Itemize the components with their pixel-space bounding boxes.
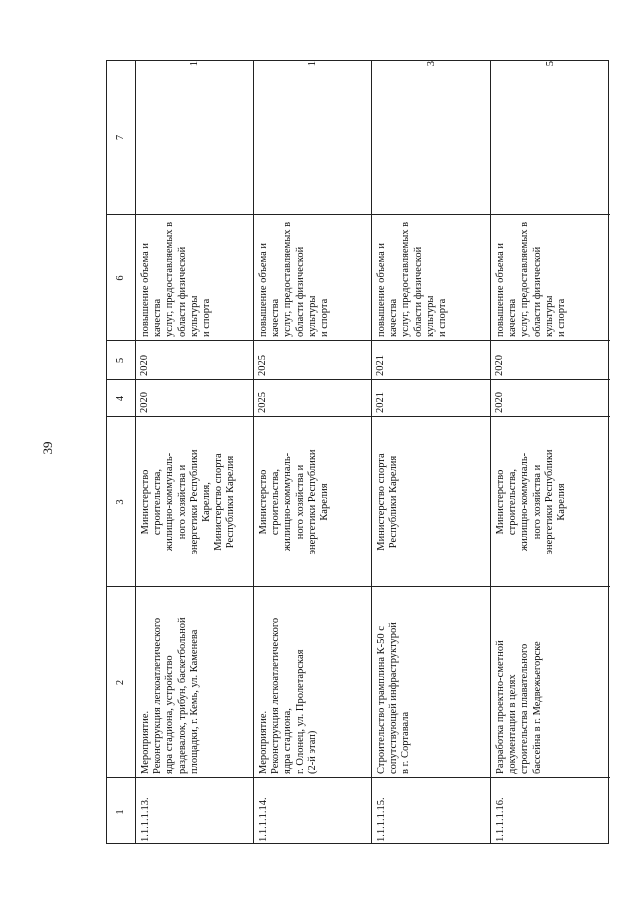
row-code: 1.1.1.1.16. [495,797,506,842]
table-header-row [107,61,135,843]
row-end-year: 2025 [257,355,268,376]
table-cell [372,777,490,845]
table-cell [136,777,253,845]
table-cell [136,586,253,777]
table-cell [491,586,610,777]
row-responsible: Министерство строительства, жилищно-коммуналь- ного хозяйства и энергетики Республики Карелия [258,449,331,555]
table-cell [254,340,371,379]
table-cell [136,61,253,214]
header-cell [107,777,135,845]
header-cell [107,416,135,586]
table-cell [136,214,253,340]
table-cell [491,214,610,340]
table-cell [254,777,371,845]
header-cell [107,379,135,416]
row-result: повышение объема и качества услуг, предоставляемых в области физической культуры и спорта [495,221,568,337]
header-cell [107,586,135,777]
table-cell [136,379,253,416]
row-end-year: 2021 [375,355,386,376]
table-cell [254,379,371,416]
table-cell [372,214,490,340]
table-cell [254,214,371,340]
table-cell [372,586,490,777]
table-cell [254,61,371,214]
table-cell [254,586,371,777]
table-cell [372,416,490,586]
row-start-year: 2021 [375,392,386,413]
row-name: Разработка проектно-сметной документации в целях строительства плавательного бассейна в г. Медвежьегорске [495,640,543,774]
row-value: 1 [189,61,200,67]
column-number-3: 3 [115,499,126,505]
row-name: Мероприятие. Реконструкция легкоатлетического ядра стадиона, г. Олонец, ул. Пролетарская (2-й этап) [258,617,318,774]
row-end-year: 2020 [139,355,150,376]
row-start-year: 2020 [139,392,150,413]
row-result: повышение объема и качества услуг, предоставляемых в области физической культуры и спорта [140,221,213,337]
row-result: повышение объема и качества услуг, предоставляемых в области физической культуры и спорта [376,221,449,337]
page-number: 39 [40,441,55,455]
row-value: 1 [307,61,318,67]
row-start-year: 2020 [494,392,505,413]
column-number-7: 7 [115,134,126,141]
table-cell [491,416,610,586]
table-cell [254,416,371,586]
table-cell [491,777,610,845]
row-responsible: Министерство спорта Республики Карелия [376,453,400,551]
column-number-6: 6 [115,275,126,281]
table-cell [491,379,610,416]
table-row [135,61,253,843]
table-cell [372,379,490,416]
row-name: Строительство трамплина К-50 с сопутствующей инфраструктурой в г. Сортавала [376,622,412,774]
table-cell [491,61,610,214]
row-name: Мероприятие. Реконструкция легкоатлетического ядра стадиона, устройство раздевалок, трибун, баскетбольной площадки, г. Кемь, ул. Каменева [140,617,200,774]
column-number-1: 1 [115,809,126,815]
row-code: 1.1.1.1.15. [376,797,387,842]
column-number-2: 2 [115,679,126,686]
column-number-4: 4 [115,395,126,402]
table-row [253,61,371,843]
table-cell [136,340,253,379]
row-responsible: Министерство строительства, жилищно-коммуналь- ного хозяйства и энергетики Республики Карелия [495,449,568,555]
row-result: повышение объема и качества услуг, предоставляемых в области физической культуры и спорта [258,221,331,337]
data-table [106,60,609,844]
table-cell [372,61,490,214]
row-value: 3 [426,61,437,67]
table-cell [372,340,490,379]
table-cell [491,340,610,379]
row-code: 1.1.1.1.14. [258,797,269,842]
header-cell [107,61,135,214]
table-row [371,61,490,843]
table-row [490,61,610,843]
row-code: 1.1.1.1.13. [140,797,151,842]
header-cell [107,340,135,379]
row-responsible: Министерство строительства, жилищно-коммуналь- ного хозяйства и энергетики Республики Карелия, Министерство спорта Республики Карелия [140,449,237,555]
row-start-year: 2025 [257,392,268,413]
row-end-year: 2020 [494,355,505,376]
header-cell [107,214,135,340]
table-cell [136,416,253,586]
row-value: 5 [545,61,556,67]
column-number-5: 5 [115,357,126,364]
